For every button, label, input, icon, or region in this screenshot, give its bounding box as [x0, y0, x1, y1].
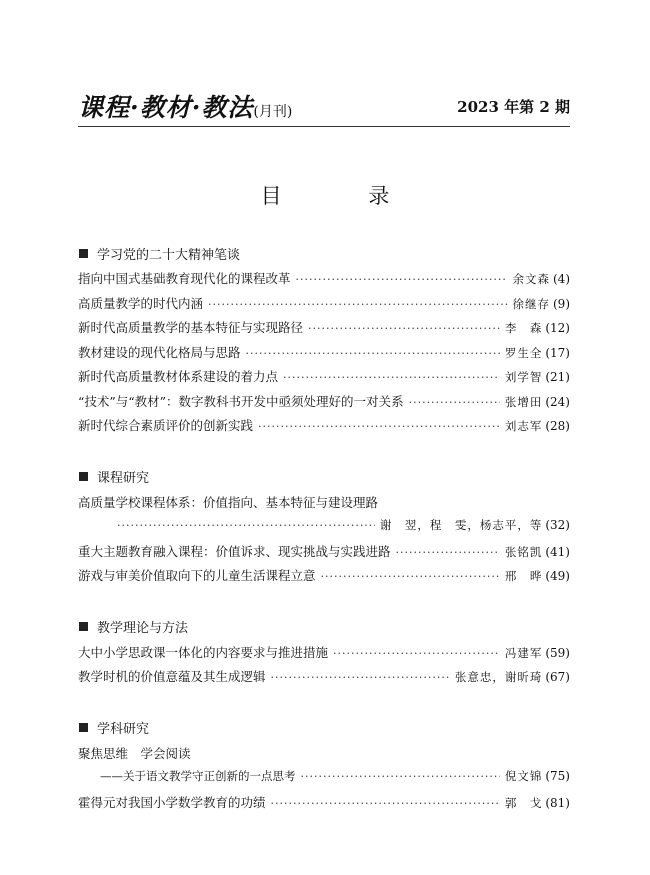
section-square-icon — [79, 472, 88, 481]
entry-author: 张增田 — [504, 394, 543, 409]
toc-entry[interactable] — [78, 643, 570, 668]
toc-entry[interactable] — [78, 793, 570, 818]
dot-leader — [301, 770, 500, 783]
toc-entry[interactable] — [78, 294, 570, 319]
entry-author: 谢 翌，程 雯，杨志平，等 — [379, 518, 543, 532]
entry-title: 教学时机的价值意蕴及其生成逻辑 — [78, 669, 266, 684]
entry-title: 重大主题教育融入课程：价值诉求、现实挑战与实践进路 — [78, 543, 391, 559]
toc-section — [78, 716, 570, 818]
dot-leader — [321, 570, 500, 583]
journal-name: 课程·教材·教法 — [78, 93, 254, 122]
entry-page: (59) — [545, 645, 570, 660]
toc-content — [78, 241, 570, 841]
entry-author: 刘志军 — [504, 419, 543, 433]
entry-page: (81) — [545, 795, 570, 810]
toc-entry-title-line[interactable] — [78, 744, 570, 769]
entry-author: 徐继存 — [512, 296, 550, 311]
dot-leader — [271, 671, 450, 684]
section-heading — [78, 241, 570, 265]
section-heading — [78, 716, 570, 740]
entry-title: 聚焦思维 学会阅读 — [78, 745, 191, 761]
issue-number: 2023 年第 2 期 — [457, 98, 570, 116]
dot-leader — [271, 797, 500, 810]
header-rule — [78, 126, 570, 127]
toc-section — [78, 465, 570, 591]
entry-page: (49) — [545, 569, 570, 583]
entry-title: 新时代高质量教学的基本特征与实现路径 — [78, 320, 304, 335]
toc-entry[interactable] — [78, 318, 570, 343]
entry-title: 指向中国式基础教育现代化的课程改革 — [78, 271, 291, 286]
toc-entry[interactable] — [78, 542, 570, 567]
entry-page: (75) — [545, 769, 570, 783]
entry-title: 新时代综合素质评价的创新实践 — [78, 418, 254, 433]
entry-author: 郭 戈 — [504, 795, 543, 810]
journal-header — [78, 86, 570, 126]
toc-entry[interactable] — [78, 667, 570, 692]
dot-leader — [296, 273, 508, 286]
toc-entry[interactable] — [78, 269, 570, 294]
entry-author: 罗生全 — [504, 345, 543, 360]
entry-title: 霍得元对我国小学数学教育的功绩 — [78, 794, 266, 810]
toc-title: 目 录 — [260, 184, 430, 208]
journal-frequency: (月刊) — [253, 104, 293, 120]
toc-entry[interactable] — [78, 416, 570, 441]
entry-title: 高质量教学的时代内涵 — [78, 295, 204, 311]
toc-entry-title-line[interactable] — [78, 493, 570, 518]
dot-leader — [246, 347, 500, 360]
dot-leader — [333, 647, 500, 660]
entry-author: 张铭凯 — [504, 544, 543, 559]
entry-title: 教材建设的现代化格局与思路 — [78, 344, 241, 360]
section-square-icon — [79, 723, 88, 732]
dot-leader — [283, 371, 500, 384]
entry-author: 冯建军 — [504, 645, 543, 660]
entry-page: (21) — [545, 370, 570, 384]
entry-author: 倪文锦 — [504, 769, 543, 783]
entry-page: (12) — [545, 321, 570, 335]
section-heading — [78, 465, 570, 489]
entry-page: (67) — [545, 670, 570, 684]
entry-author: 李 森 — [504, 321, 543, 335]
entry-author: 张意忠，谢昕琦 — [454, 670, 543, 684]
entry-author: 余文森 — [512, 272, 550, 286]
section-square-icon — [79, 622, 88, 631]
section-square-icon — [79, 249, 88, 258]
journal-title — [78, 88, 292, 124]
toc-entry[interactable] — [78, 367, 570, 392]
entry-page: (28) — [545, 419, 570, 433]
toc-section — [78, 241, 570, 441]
entry-title: 高质量学校课程体系：价值指向、基本特征与建设理路 — [78, 494, 379, 510]
toc-entry[interactable] — [78, 517, 570, 542]
toc-entry[interactable] — [78, 566, 570, 591]
dot-leader — [409, 396, 500, 409]
toc-entry[interactable] — [78, 392, 570, 417]
dot-leader — [308, 322, 500, 335]
entry-author: 邢 晔 — [504, 569, 543, 583]
dot-leader — [208, 298, 507, 311]
entry-page: (9) — [553, 296, 570, 311]
dot-leader — [258, 420, 500, 433]
entry-title: 新时代高质量教材体系建设的着力点 — [78, 369, 279, 384]
entry-title: “技术”与“教材”：数字教科书开发中亟须处理好的一对关系 — [78, 393, 404, 409]
dot-leader — [117, 519, 375, 532]
entry-page: (41) — [545, 544, 570, 559]
section-heading-text: 教学理论与方法 — [97, 621, 189, 636]
entry-page: (4) — [553, 272, 570, 286]
entry-title: 游戏与审美价值取向下的儿童生活课程立意 — [78, 568, 316, 583]
entry-author: 刘学智 — [504, 370, 543, 384]
entry-subtitle: ——关于语文教学守正创新的一点思考 — [100, 769, 296, 783]
toc-entry[interactable] — [78, 343, 570, 368]
entry-page: (32) — [545, 518, 570, 532]
entry-page: (24) — [545, 394, 570, 409]
section-heading-text: 学科研究 — [97, 722, 150, 737]
dot-leader — [396, 546, 500, 559]
entry-page: (17) — [545, 345, 570, 360]
toc-entry[interactable] — [78, 768, 570, 793]
section-heading-text: 学习党的二十大精神笔谈 — [97, 247, 241, 263]
section-heading-text: 课程研究 — [97, 471, 150, 486]
section-heading — [78, 615, 570, 639]
toc-section — [78, 615, 570, 692]
entry-title: 大中小学思政课一体化的内容要求与推进措施 — [78, 644, 329, 660]
